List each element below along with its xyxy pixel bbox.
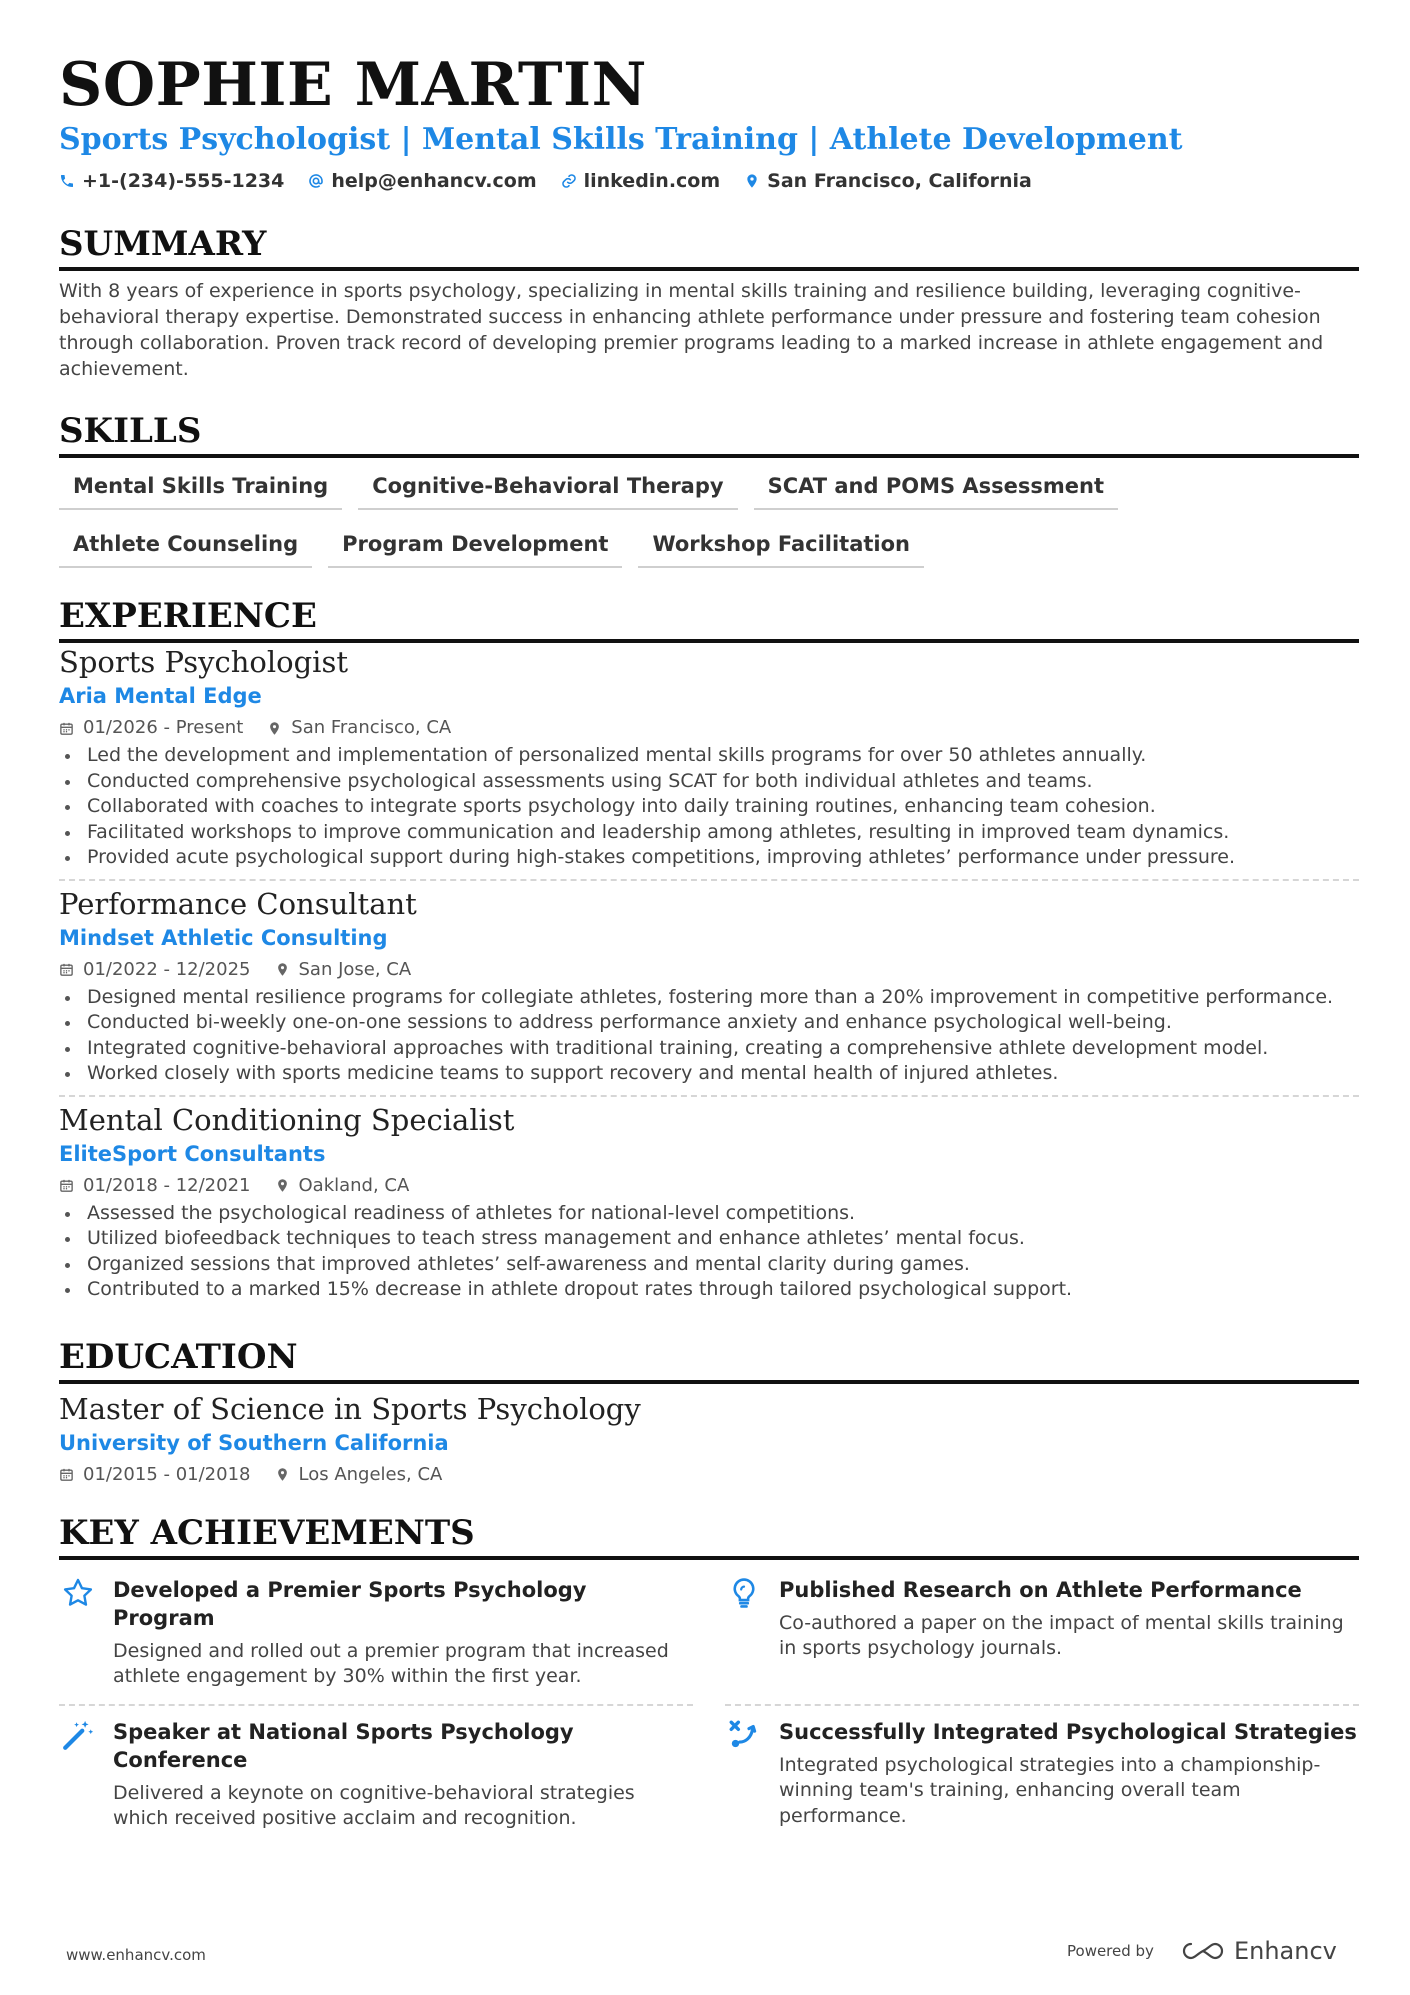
job-location-text: San Jose, CA xyxy=(298,958,412,980)
link-icon xyxy=(561,173,577,189)
skill-tag: Athlete Counseling xyxy=(59,526,312,568)
enhancv-logo[interactable] xyxy=(1180,1937,1337,1965)
achievements-grid xyxy=(59,1568,1359,1842)
calendar-icon xyxy=(59,1467,74,1482)
email-text: help@enhancv.com xyxy=(331,170,537,192)
bullet-item: Assessed the psychological readiness of athletes for national-level competitions. xyxy=(59,1201,1359,1227)
map-pin-icon xyxy=(275,1467,290,1482)
location-text: San Francisco, California xyxy=(767,170,1032,192)
job-title: Sports Psychologist xyxy=(59,645,348,679)
bullet-item: Organized sessions that improved athletes’ self-awareness and mental clarity during games. xyxy=(59,1252,1359,1278)
brand-name: Enhancv xyxy=(1233,1937,1337,1965)
achievements-section xyxy=(59,1513,1359,1842)
job-location xyxy=(267,717,451,739)
job-location xyxy=(275,1175,410,1197)
skill-tag: Mental Skills Training xyxy=(59,468,342,510)
skills-title: SKILLS xyxy=(59,411,1359,458)
education-dates xyxy=(59,1464,251,1486)
skill-tag: Workshop Facilitation xyxy=(638,526,924,568)
job-dates xyxy=(59,1175,251,1197)
footer-branding xyxy=(1067,1937,1337,1965)
achievement-desc: Co-authored a paper on the impact of mental skills training in sports psychology journals. xyxy=(779,1611,1344,1659)
achievement-desc: Integrated psychological strategies into a championship-winning team's training, enhancing overall team performance. xyxy=(779,1753,1321,1827)
achievement-title: Successfully Integrated Psychological Strategies xyxy=(779,1719,1357,1744)
skills-list xyxy=(59,468,1359,568)
job-dates xyxy=(59,717,243,739)
job-meta xyxy=(59,1175,1359,1197)
candidate-name: SOPHIE MARTIN xyxy=(59,50,647,120)
map-pin-icon xyxy=(275,962,290,977)
achievement-item xyxy=(725,1568,1359,1700)
strategy-icon xyxy=(725,1718,763,1756)
job-meta xyxy=(59,717,1359,739)
job-dates-text: 01/2022 - 12/2025 xyxy=(83,958,251,980)
education-title: EDUCATION xyxy=(59,1337,1359,1384)
achievements-title: KEY ACHIEVEMENTS xyxy=(59,1513,1359,1560)
achievement-item xyxy=(725,1704,1359,1842)
skill-tag: SCAT and POMS Assessment xyxy=(754,468,1118,510)
bullet-item: Utilized biofeedback techniques to teach stress management and enhance athletes’ mental focus. xyxy=(59,1226,1359,1252)
contact-linkedin[interactable] xyxy=(561,170,721,192)
contact-phone[interactable] xyxy=(59,170,284,192)
job-bullets xyxy=(59,985,1359,1087)
job-dates-text: 01/2026 - Present xyxy=(83,717,244,738)
achievement-title: Speaker at National Sports Psychology Conference xyxy=(113,1719,574,1772)
skills-section xyxy=(59,411,1359,568)
contact-bar xyxy=(59,170,1359,192)
achievement-title: Developed a Premier Sports Psychology Program xyxy=(113,1577,587,1630)
bullet-item: Provided acute psychological support during high-stakes competitions, improving athletes’ performance under pressure. xyxy=(59,845,1359,871)
phone-text: +1-(234)-555-1234 xyxy=(82,170,285,192)
magic-wand-icon xyxy=(59,1718,97,1756)
education-dates-text: 01/2015 - 01/2018 xyxy=(83,1463,251,1485)
headline: Sports Psychologist | Mental Skills Training | Athlete Development xyxy=(59,122,1183,157)
contact-email[interactable] xyxy=(308,170,536,192)
education-location xyxy=(275,1464,443,1486)
bullet-item: Conducted bi-weekly one-on-one sessions to address performance anxiety and enhance psychological well-being. xyxy=(59,1010,1359,1036)
job-bullets xyxy=(59,1201,1359,1303)
company-name: EliteSport Consultants xyxy=(59,1141,326,1166)
enhancv-logo-icon xyxy=(1180,1940,1226,1962)
job-dates-text: 01/2018 - 12/2021 xyxy=(83,1174,251,1196)
job-location xyxy=(275,959,412,981)
skill-tag: Program Development xyxy=(328,526,622,568)
bullet-item: Worked closely with sports medicine teams to support recovery and mental health of injured athletes. xyxy=(59,1061,1359,1087)
education-location-text: Los Angeles, CA xyxy=(298,1463,443,1485)
education-entry xyxy=(59,1390,1359,1486)
job-location-text: Oakland, CA xyxy=(298,1174,410,1196)
phone-icon xyxy=(59,173,75,189)
job-dates xyxy=(59,959,251,981)
linkedin-text: linkedin.com xyxy=(583,170,721,192)
experience-title: EXPERIENCE xyxy=(59,596,1359,643)
bullet-item: Conducted comprehensive psychological assessments using SCAT for both individual athletes and teams. xyxy=(59,769,1359,795)
at-icon xyxy=(308,173,324,189)
calendar-icon xyxy=(59,962,74,977)
powered-by-label: Powered by xyxy=(1067,1942,1154,1960)
skill-tag: Cognitive-Behavioral Therapy xyxy=(358,468,737,510)
contact-location xyxy=(744,170,1032,192)
company-name: Mindset Athletic Consulting xyxy=(59,925,388,950)
achievement-item xyxy=(59,1568,693,1700)
achievement-desc: Designed and rolled out a premier program that increased athlete engagement by 30% within the first year. xyxy=(113,1639,669,1687)
calendar-icon xyxy=(59,721,74,736)
job-title: Mental Conditioning Specialist xyxy=(59,1102,515,1137)
bullet-item: Designed mental resilience programs for collegiate athletes, fostering more than a 20% improvement in competitive performance. xyxy=(59,985,1359,1011)
achievement-item xyxy=(59,1704,693,1842)
bullet-item: Facilitated workshops to improve communication and leadership among athletes, resulting in improved team dynamics. xyxy=(59,820,1359,846)
education-meta xyxy=(59,1464,1359,1486)
job-title: Performance Consultant xyxy=(59,886,417,921)
job-entry xyxy=(59,1095,1359,1311)
company-name: Aria Mental Edge xyxy=(59,684,262,708)
job-location-text: San Francisco, CA xyxy=(291,717,452,738)
experience-section xyxy=(59,596,1359,1311)
calendar-icon xyxy=(59,1178,74,1193)
education-section xyxy=(59,1337,1359,1486)
resume-content xyxy=(59,52,1359,1842)
degree-title: Master of Science in Sports Psychology xyxy=(59,1391,641,1426)
achievement-title: Published Research on Athlete Performance xyxy=(779,1577,1302,1602)
job-entry xyxy=(59,879,1359,1095)
bullet-item: Contributed to a marked 15% decrease in athlete dropout rates through tailored psychological support. xyxy=(59,1277,1359,1303)
job-meta xyxy=(59,959,1359,981)
job-entry xyxy=(59,643,1359,879)
footer-website[interactable]: www.enhancv.com xyxy=(66,1946,206,1964)
bullet-item: Collaborated with coaches to integrate sports psychology into daily training routines, enhancing team cohesion. xyxy=(59,794,1359,820)
job-bullets xyxy=(59,743,1359,871)
summary-text: With 8 years of experience in sports psychology, specializing in mental skills training and resilience building, leveraging cognitive-behavioral therapy expertise. Demonstrated success in enhancing athlete performance under pressure and fostering team cohesion through collaboration. Proven track record of developing premier programs leading to a marked increase in athlete engagement and achievement. xyxy=(59,280,1324,380)
bullet-item: Integrated cognitive-behavioral approaches with traditional training, creating a comprehensive athlete development model. xyxy=(59,1036,1359,1062)
summary-title: SUMMARY xyxy=(59,224,1359,271)
bullet-item: Led the development and implementation of personalized mental skills programs for over 50 athletes annually. xyxy=(59,743,1359,769)
star-icon xyxy=(59,1576,97,1614)
summary-section xyxy=(59,224,1359,382)
lightbulb-icon xyxy=(725,1576,763,1614)
map-pin-icon xyxy=(275,1178,290,1193)
achievement-desc: Delivered a keynote on cognitive-behavioral strategies which received positive acclaim and recognition. xyxy=(113,1781,635,1829)
school-name: University of Southern California xyxy=(59,1430,449,1455)
map-pin-icon xyxy=(267,721,282,736)
map-pin-icon xyxy=(744,173,760,189)
